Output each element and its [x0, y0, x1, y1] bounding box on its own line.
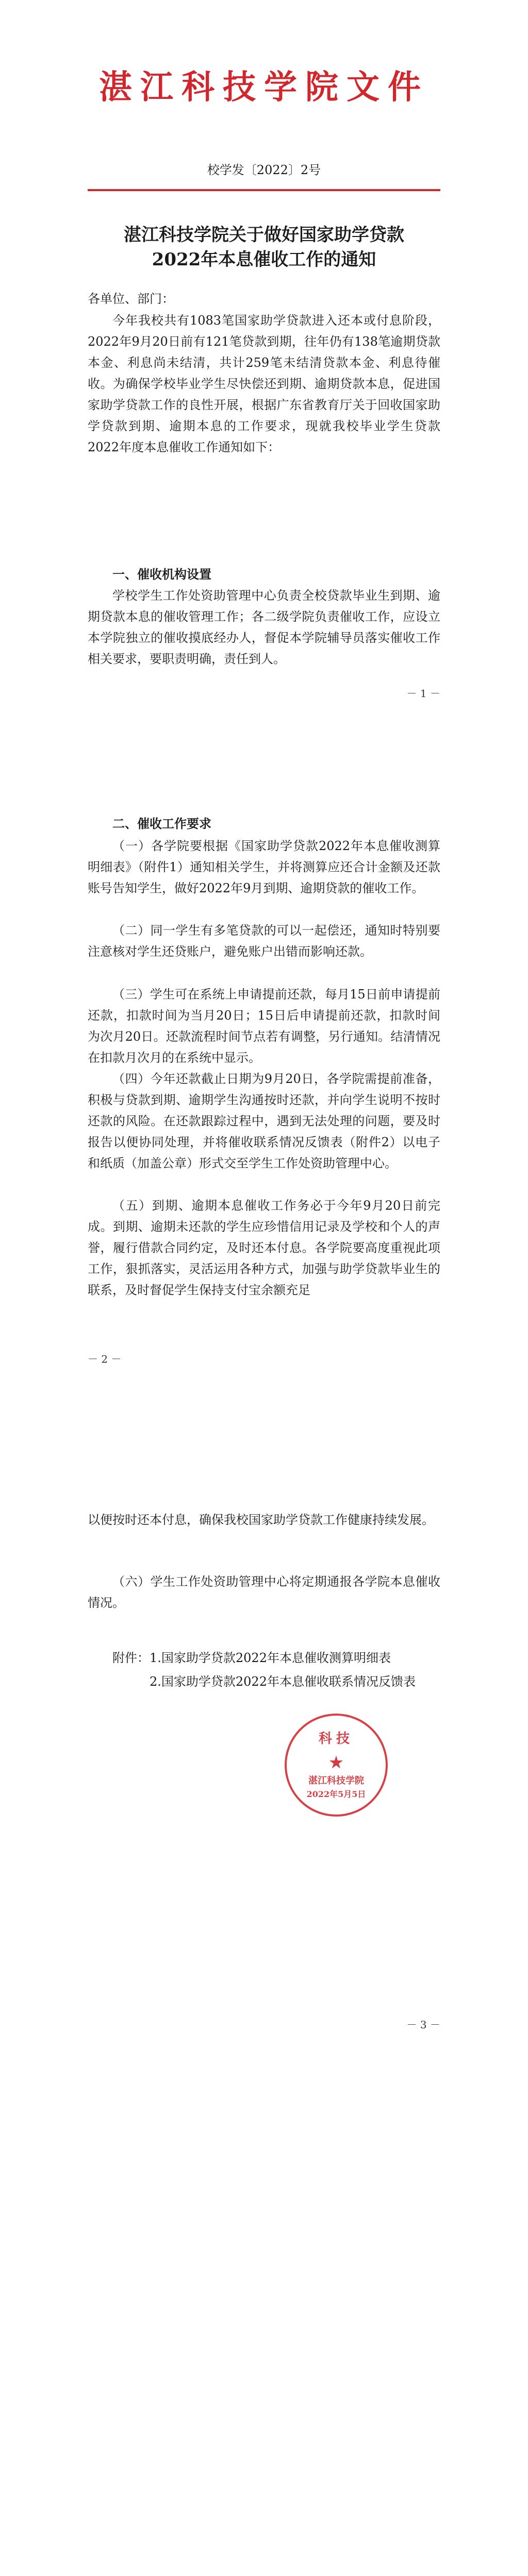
requirement-item-5-continued: 以便按时还本付息，确保我校国家助学贷款工作健康持续发展。	[88, 1513, 434, 1527]
page-number-1: － 1 －	[406, 687, 440, 700]
attachment-2: 2.国家助学贷款2022年本息催收联系情况反馈表	[150, 1674, 416, 1689]
section1-title: 一、催收机构设置	[112, 567, 211, 582]
notice-title-line2: 2022年本息催收工作的通知	[152, 249, 376, 270]
official-seal	[285, 1714, 388, 1817]
notice-title-line1: 湛江科技学院关于做好国家助学贷款	[124, 225, 404, 245]
seal-text-top: 科技	[318, 1731, 354, 1747]
page-number-2: － 2 －	[88, 1353, 122, 1365]
page-number-3: － 3 －	[406, 2019, 440, 2031]
requirement-item-2: （二）同一学生有多笔贷款的可以一起偿还，通知时特别要注意核对学生还贷账户，避免账户出错而影响还款。	[88, 923, 440, 959]
salutation: 各单位、部门：	[88, 292, 174, 306]
seal-star-icon: ★	[329, 1754, 343, 1772]
requirement-item-5: （五）到期、逾期本息催收工作务必于今年9月20日前完成。到期、逾期未还款的学生应珍惜信用记录及学校和个人的声誉，履行借款合同约定，及时还本付息。各学院要高度重视此项工作，狠抓落实，灵活运用各种方式，加强与助学贷款毕业生的联系，及时督促学生保持支付宝余额充足	[88, 1198, 440, 1297]
attachment-1: 附件：1.国家助学贷款2022年本息催收测算明细表	[112, 1651, 391, 1665]
seal-date: 2022年5月5日	[306, 1789, 366, 1799]
document-number: 校学发〔2022〕2号	[207, 163, 321, 177]
section2-title: 二、催收工作要求	[112, 816, 211, 831]
requirement-item-1: （一）各学院要根据《国家助学贷款2022年本息催收测算明细表》（附件1）通知相关学生，并将测算应还合计金额及还款账号告知学生，做好2022年9月到期、逾期贷款的催收工作。	[88, 839, 440, 895]
seal-text-mid: 湛江科技学院	[308, 1775, 364, 1786]
intro-paragraph: 今年我校共有1083笔国家助学贷款进入还本或付息阶段，2022年9月20日前有121笔贷款到期，往年仍有138笔逾期贷款本金、利息尚未结清，共计259笔未结清贷款本金、利息待催收。为确保学校毕业学生尽快偿还到期、逾期贷款本息，促进国家助学贷款工作的良性开展，根据广东省教育厅关于回收国家助学贷款到期、逾期本息的工作要求，现就我校毕业学生贷款2022年度本息催收工作通知如下：	[88, 313, 440, 454]
requirement-item-4: （四）今年还款截止日期为9月20日，各学院需提前准备，积极与贷款到期、逾期学生沟通按时还款，并向学生说明不按时还款的风险。在还款跟踪过程中，遇到无法处理的问题，要及时报告以便协同处理，并将催收联系情况反馈表（附件2）以电子和纸质（加盖公章）形式交至学生工作处资助管理中心。	[88, 1072, 440, 1171]
requirement-item-3: （三）学生可在系统上申请提前还款，每月15日前申请提前还款，扣款时间为当月20日；15日后申请提前还款，扣款时间为次月20日。还款流程时间节点若有调整，另行通知。结清情况在扣款月次月的在系统中显示。	[88, 987, 440, 1065]
document-header-title: 湛江科技学院文件	[99, 68, 429, 107]
requirement-item-6: （六）学生工作处资助管理中心将定期通报各学院本息催收情况。	[88, 1574, 440, 1610]
header-red-line	[88, 189, 440, 191]
section1-body: 学校学生工作处资助管理中心负责全校贷款毕业生到期、逾期贷款本息的催收管理工作；各二级学院负责催收工作，应设立本学院独立的催收摸底经办人，督促本学院辅导员落实催收工作相关要求，要职责明确，责任到人。	[88, 588, 440, 666]
